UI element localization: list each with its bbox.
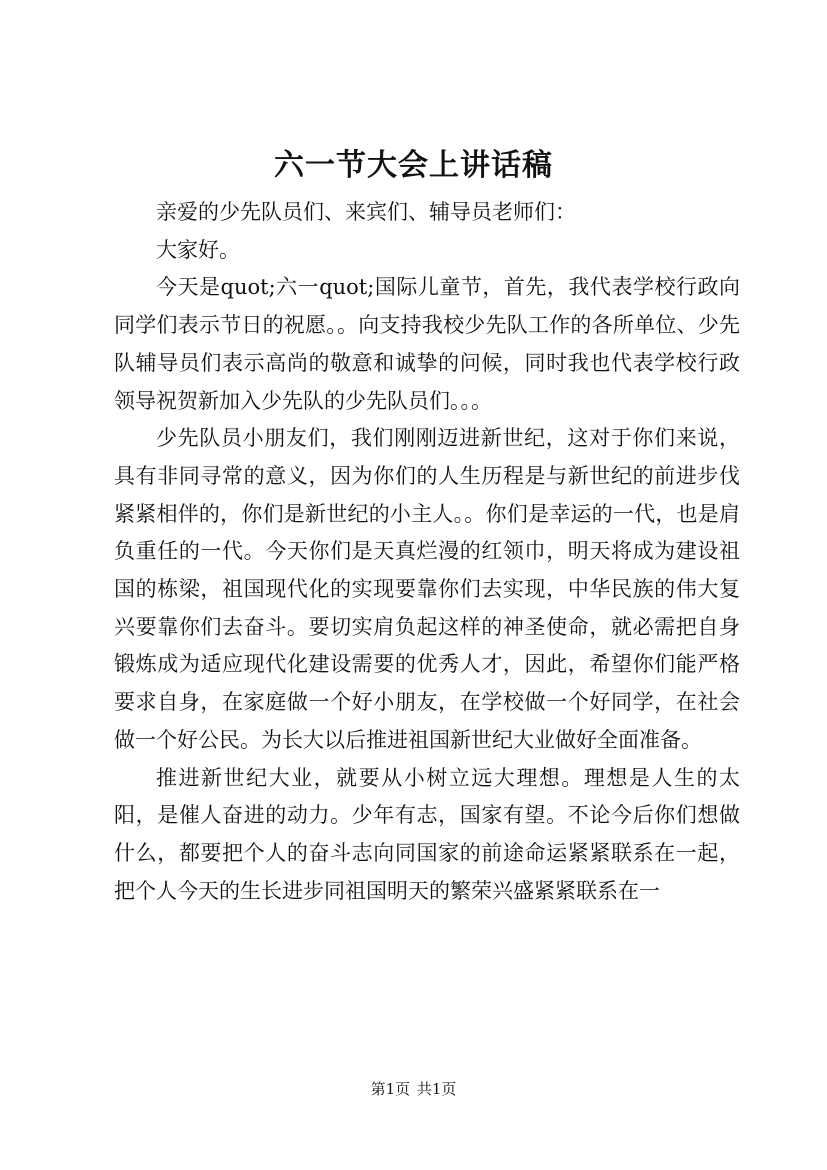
document-body: [114, 194, 740, 910]
paragraph-intro: 今天是quot;六一quot;国际儿童节，首先，我代表学校行政向同学们表示节日的祝愿。。向支持我校少先队工作的各所单位、少先队辅导员们表示高尚的敬意和诚挚的问候，同时我也代表学校行政领导祝贺新加入少先队的少先队员们。。。: [114, 275, 740, 413]
paragraph-new-century: 少先队员小朋友们，我们刚刚迈进新世纪，这对于你们来说，具有非同寻常的意义，因为你们的人生历程是与新世纪的前进步伐紧紧相伴的，你们是新世纪的小主人。。你们是幸运的一代，也是肩负重任的一代。今天你们是天真烂漫的红领巾，明天将成为建设祖国的栋梁，祖国现代化的实现要靠你们去实现，中华民族的伟大复兴要靠你们去奋斗。要切实肩负起这样的神圣使命，就必需把自身锻炼成为适应现代化建设需要的优秀人才，因此，希望你们能严格要求自身，在家庭做一个好小朋友，在学校做一个好同学，在社会做一个好公民。为长大以后推进祖国新世纪大业做好全面准备。: [114, 426, 740, 752]
paragraph-ideals: 推进新世纪大业，就要从小树立远大理想。理想是人生的太阳，是催人奋进的动力。少年有志，国家有望。不论今后你们想做什么，都要把个人的奋斗志向同国家的前途命运紧紧联系在一起，把个人今天的生长进步同祖国明天的繁荣兴盛紧紧联系在一: [114, 765, 740, 903]
page-footer: 第1页 共1页: [370, 1080, 457, 1098]
document-title: 六一节大会上讲话稿: [274, 148, 553, 183]
paragraph-hello: 大家好。: [156, 237, 240, 262]
paragraph-greeting: 亲爱的少先队员们、来宾们、辅导员老师们：: [156, 200, 576, 224]
